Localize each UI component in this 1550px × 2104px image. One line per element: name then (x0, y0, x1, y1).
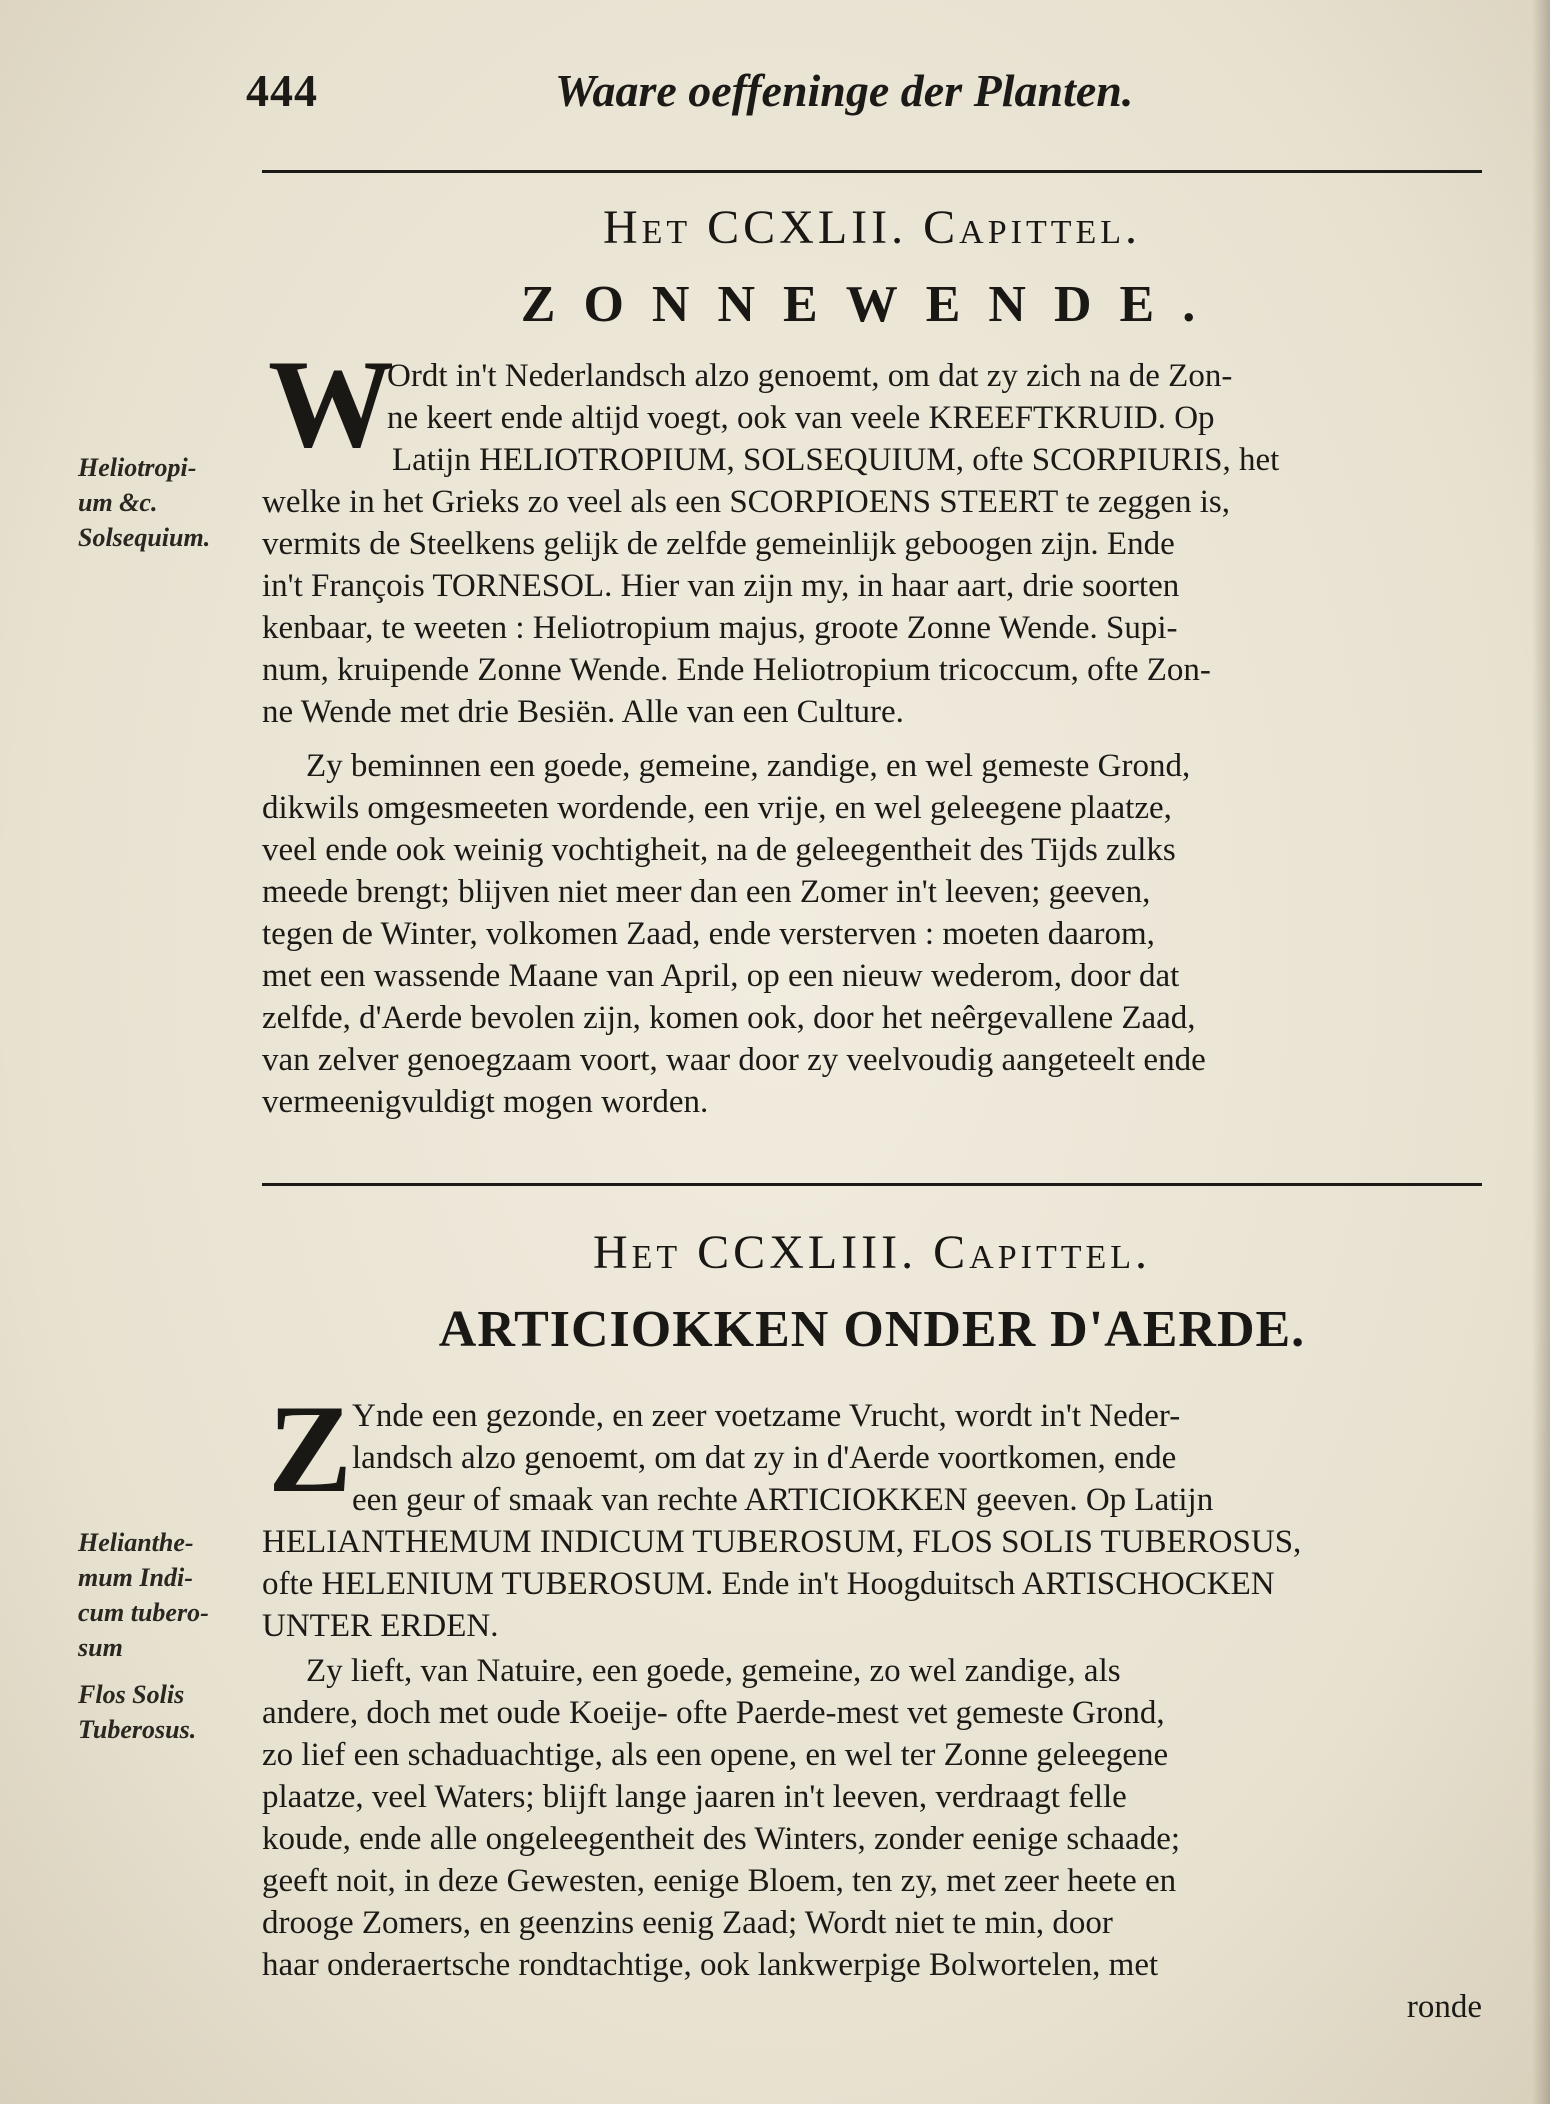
chapter-title: ZONNEWENDE. (520, 276, 1224, 333)
drop-cap: Z (268, 1380, 353, 1519)
margin-note-line: mum Indi- (78, 1563, 193, 1592)
margin-note-line: Heliotropi- (78, 453, 197, 482)
margin-note-line: Tuberosus. (78, 1715, 197, 1744)
text-line: Zy lieft, van Natuire, een goede, gemeine, zo wel zandige, als (306, 1653, 1121, 1689)
text-line: met een wassende Maane van April, op een nieuw wederom, door dat (262, 958, 1180, 994)
text-line: haar onderaertsche rondtachtige, ook lankwerpige Bolwortelen, met (262, 1947, 1159, 1983)
margin-note-2 (78, 1525, 253, 1747)
text-line: Ordt in't Nederlandsch alzo genoemt, om dat zy zich na de Zon- (387, 358, 1233, 394)
chapter-heading: Het CCXLII. Capittel. (602, 201, 1142, 254)
text-line: vermits de Steelkens gelijk de zelfde gemeinlijk geboogen zijn. Ende (262, 526, 1175, 562)
text-line: andere, doch met oude Koeije- ofte Paerde-mest vet gemeste Grond, (262, 1695, 1165, 1731)
text-line: zelfde, d'Aerde bevolen zijn, komen ook, door het neêrgevallene Zaad, (262, 1000, 1196, 1036)
text-line: Zy beminnen een goede, gemeine, zandige, en wel gemeste Grond, (306, 748, 1191, 784)
text-line: geeft noit, in deze Gewesten, eenige Bloem, ten zy, met zeer heete en (262, 1863, 1177, 1899)
text-line: van zelver genoegzaam voort, waar door zy veelvoudig aangeteelt ende (262, 1042, 1206, 1078)
text-line: Latijn HELIOTROPIUM, SOLSEQUIUM, ofte SCORPIURIS, het (392, 442, 1280, 478)
chapter2-paragraph-1 (262, 1395, 1482, 1647)
text-line: een geur of smaak van rechte ARTICIOKKEN geeven. Op Latijn (352, 1482, 1214, 1518)
text-line: welke in het Grieks zo veel als een SCORPIOENS STEERT te zeggen is, (262, 484, 1230, 520)
text-line: plaatze, veel Waters; blijft lange jaaren in't leeven, verdraagt felle (262, 1779, 1127, 1815)
page-header (0, 60, 1550, 140)
text-line: kenbaar, te weeten : Heliotropium majus, groote Zonne Wende. Supi- (262, 610, 1178, 646)
text-line: zo lief een schaduachtige, als een opene, en wel ter Zonne geleegene (262, 1737, 1169, 1773)
text-line: meede brengt; blijven niet meer dan een Zomer in't leeven; geeven, (262, 874, 1151, 910)
text-line: ne keert ende altijd voegt, ook van veele KREEFTKRUID. Op (387, 400, 1215, 436)
chapter1-paragraph-2 (262, 745, 1482, 1123)
text-line: UNTER ERDEN. (262, 1608, 499, 1644)
text-line: veel ende ook weinig vochtigheit, na de geleegentheit des Tijds zulks (262, 832, 1176, 868)
running-title: Waare oeffeninge der Planten. (555, 65, 1134, 116)
text-line: koude, ende alle ongeleegentheit des Winters, zonder eenige schaade; (262, 1821, 1181, 1857)
margin-note-line: Helianthe- (78, 1528, 194, 1557)
margin-note-1 (78, 450, 253, 555)
margin-note-line: sum (78, 1633, 123, 1662)
chapter2-paragraph-2 (262, 1650, 1482, 2028)
text-line: HELIANTHEMUM INDICUM TUBEROSUM, FLOS SOLIS TUBEROSUS, (262, 1524, 1302, 1560)
text-line: tegen de Winter, volkomen Zaad, ende versterven : moeten daarom, (262, 916, 1155, 952)
text-line: drooge Zomers, en geenzins eenig Zaad; Wordt niet te min, door (262, 1905, 1113, 1941)
text-line: dikwils omgesmeeten wordende, een vrije, en wel geleegene plaatze, (262, 790, 1172, 826)
page-number: 444 (246, 65, 318, 116)
chapter-title: ARTICIOKKEN ONDER D'AERDE. (438, 1301, 1306, 1358)
margin-note-line: Solsequium. (78, 523, 211, 552)
margin-note-line: um &c. (78, 488, 158, 517)
text-line: vermeenigvuldigt mogen worden. (262, 1084, 709, 1120)
text-line: ofte HELENIUM TUBEROSUM. Ende in't Hoogduitsch ARTISCHOCKEN (262, 1566, 1275, 1602)
text-line: num, kruipende Zonne Wende. Ende Heliotropium tricoccum, ofte Zon- (262, 652, 1211, 688)
page-edge-shadow (1532, 0, 1550, 2104)
text-line: ne Wende met drie Besiën. Alle van een Culture. (262, 694, 904, 730)
chapter1-paragraph-1 (262, 355, 1482, 733)
text-line: Ynde een gezonde, en zeer voetzame Vrucht, wordt in't Neder- (352, 1398, 1181, 1434)
text-line: landsch alzo genoemt, om dat zy in d'Aerde voortkomen, ende (352, 1440, 1177, 1476)
text-line: in't François TORNESOL. Hier van zijn my, in haar aart, drie soorten (262, 568, 1180, 604)
margin-note-line: cum tubero- (78, 1598, 209, 1627)
section-rule (262, 1183, 1482, 1186)
drop-cap: W (268, 335, 394, 474)
catchword: ronde (1406, 1989, 1482, 2025)
chapter-heading: Het CCXLIII. Capittel. (592, 1226, 1152, 1279)
margin-note-line: Flos Solis (78, 1680, 185, 1709)
header-rule (262, 170, 1482, 173)
